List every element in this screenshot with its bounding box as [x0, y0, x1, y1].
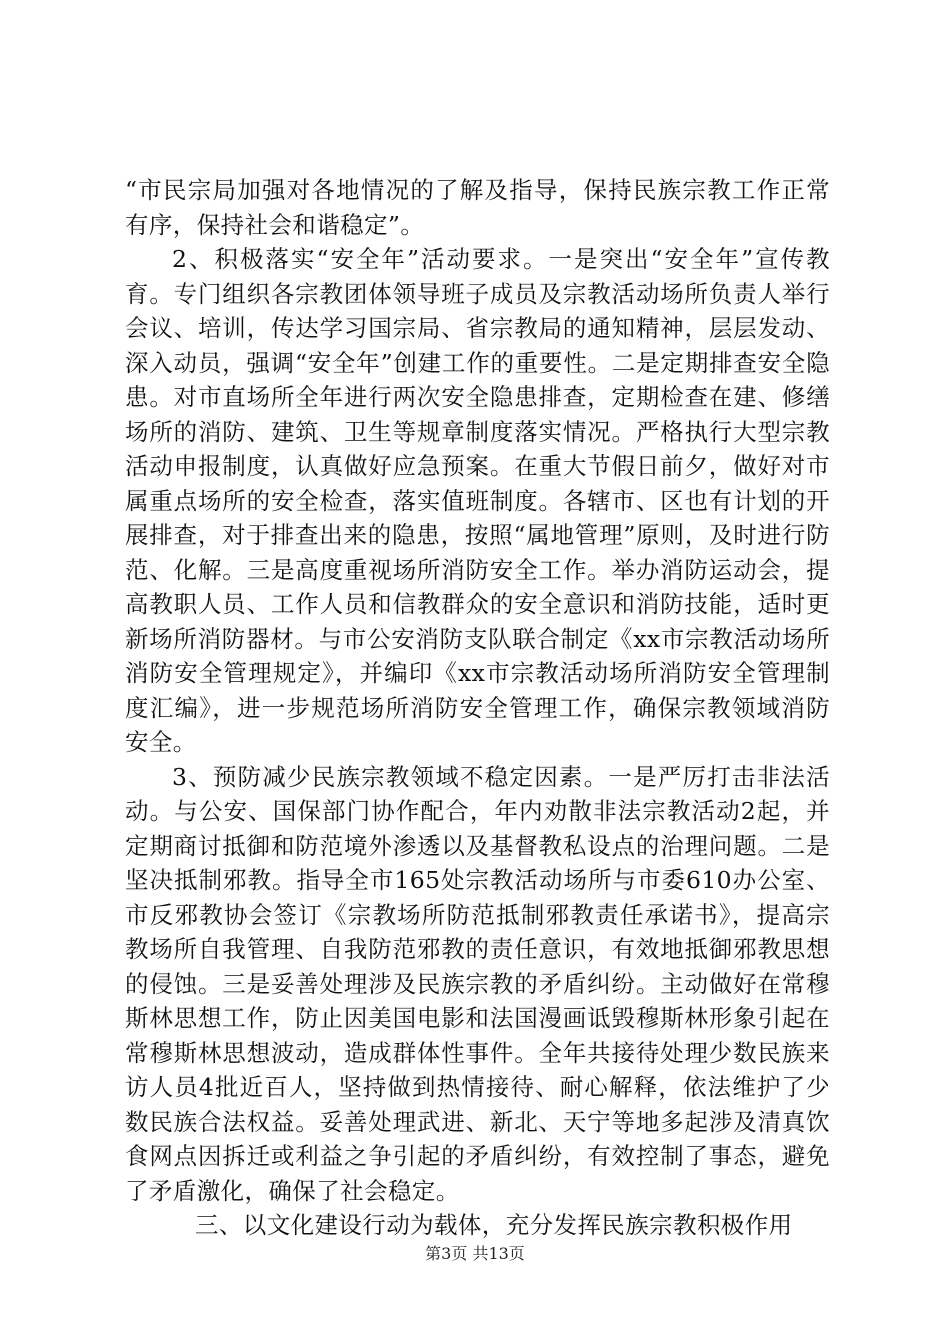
page-number-footer: 第3页 共13页: [425, 1244, 525, 1263]
section-heading: 三、以文化建设行动为载体，充分发挥民族宗教积极作用: [195, 1211, 793, 1239]
paragraph-continuation: “市民宗局加强对各地情况的了解及指导，保持民族宗教工作正常有序，保持社会和谐稳定”。: [125, 176, 830, 239]
paragraph-stability: 3、预防减少民族宗教领域不稳定因素。一是严厉打击非法活动。与公安、国保部门协作配合，年内劝散非法宗教活动2起，并定期商讨抵御和防范境外渗透以及基督教私设点的治理问题。二是坚决抵制邪教。指导全市165处宗教活动场所与市委610办公室、市反邪教协会签订《宗教场所防范抵制邪教责任承诺书》，提高宗教场所自我管理、自我防范邪教的责任意识，有效地抵御邪教思想的侵蚀。三是妥善处理涉及民族宗教的矛盾纠纷。主动做好在常穆斯林思想工作，防止因美国电影和法国漫画诋毁穆斯林形象引起在常穆斯林思想波动，造成群体性事件。全年共接待处理少数民族来访人员4批近百人，坚持做到热情接待、耐心解释，依法维护了少数民族合法权益。妥善处理武进、新北、天宁等地多起涉及清真饮食网点因拆迁或利益之争引起的矛盾纠纷，有效控制了事态，避免了矛盾激化，确保了社会稳定。: [125, 762, 830, 1205]
paragraph-safety-year: 2、积极落实“安全年”活动要求。一是突出“安全年”宣传教育。专门组织各宗教团体领导班子成员及宗教活动场所负责人举行会议、培训，传达学习国宗局、省宗教局的通知精神，层层发动、深入动员，强调“安全年”创建工作的重要性。二是定期排查安全隐患。对市直场所全年进行两次安全隐患排查，定期检查在建、修缮场所的消防、建筑、卫生等规章制度落实情况。严格执行大型宗教活动申报制度，认真做好应急预案。在重大节假日前夕，做好对市属重点场所的安全检查，落实值班制度。各辖市、区也有计划的开展排查，对于排查出来的隐患，按照“属地管理”原则，及时进行防范、化解。三是高度重视场所消防安全工作。举办消防运动会，提高教职人员、工作人员和信教群众的安全意识和消防技能，适时更新场所消防器材。与市公安消防支队联合制定《xx市宗教活动场所消防安全管理规定》，并编印《xx市宗教活动场所消防安全管理制度汇编》，进一步规范场所消防安全管理工作，确保宗教领域消防安全。: [125, 245, 830, 756]
document-body: [125, 173, 830, 1243]
